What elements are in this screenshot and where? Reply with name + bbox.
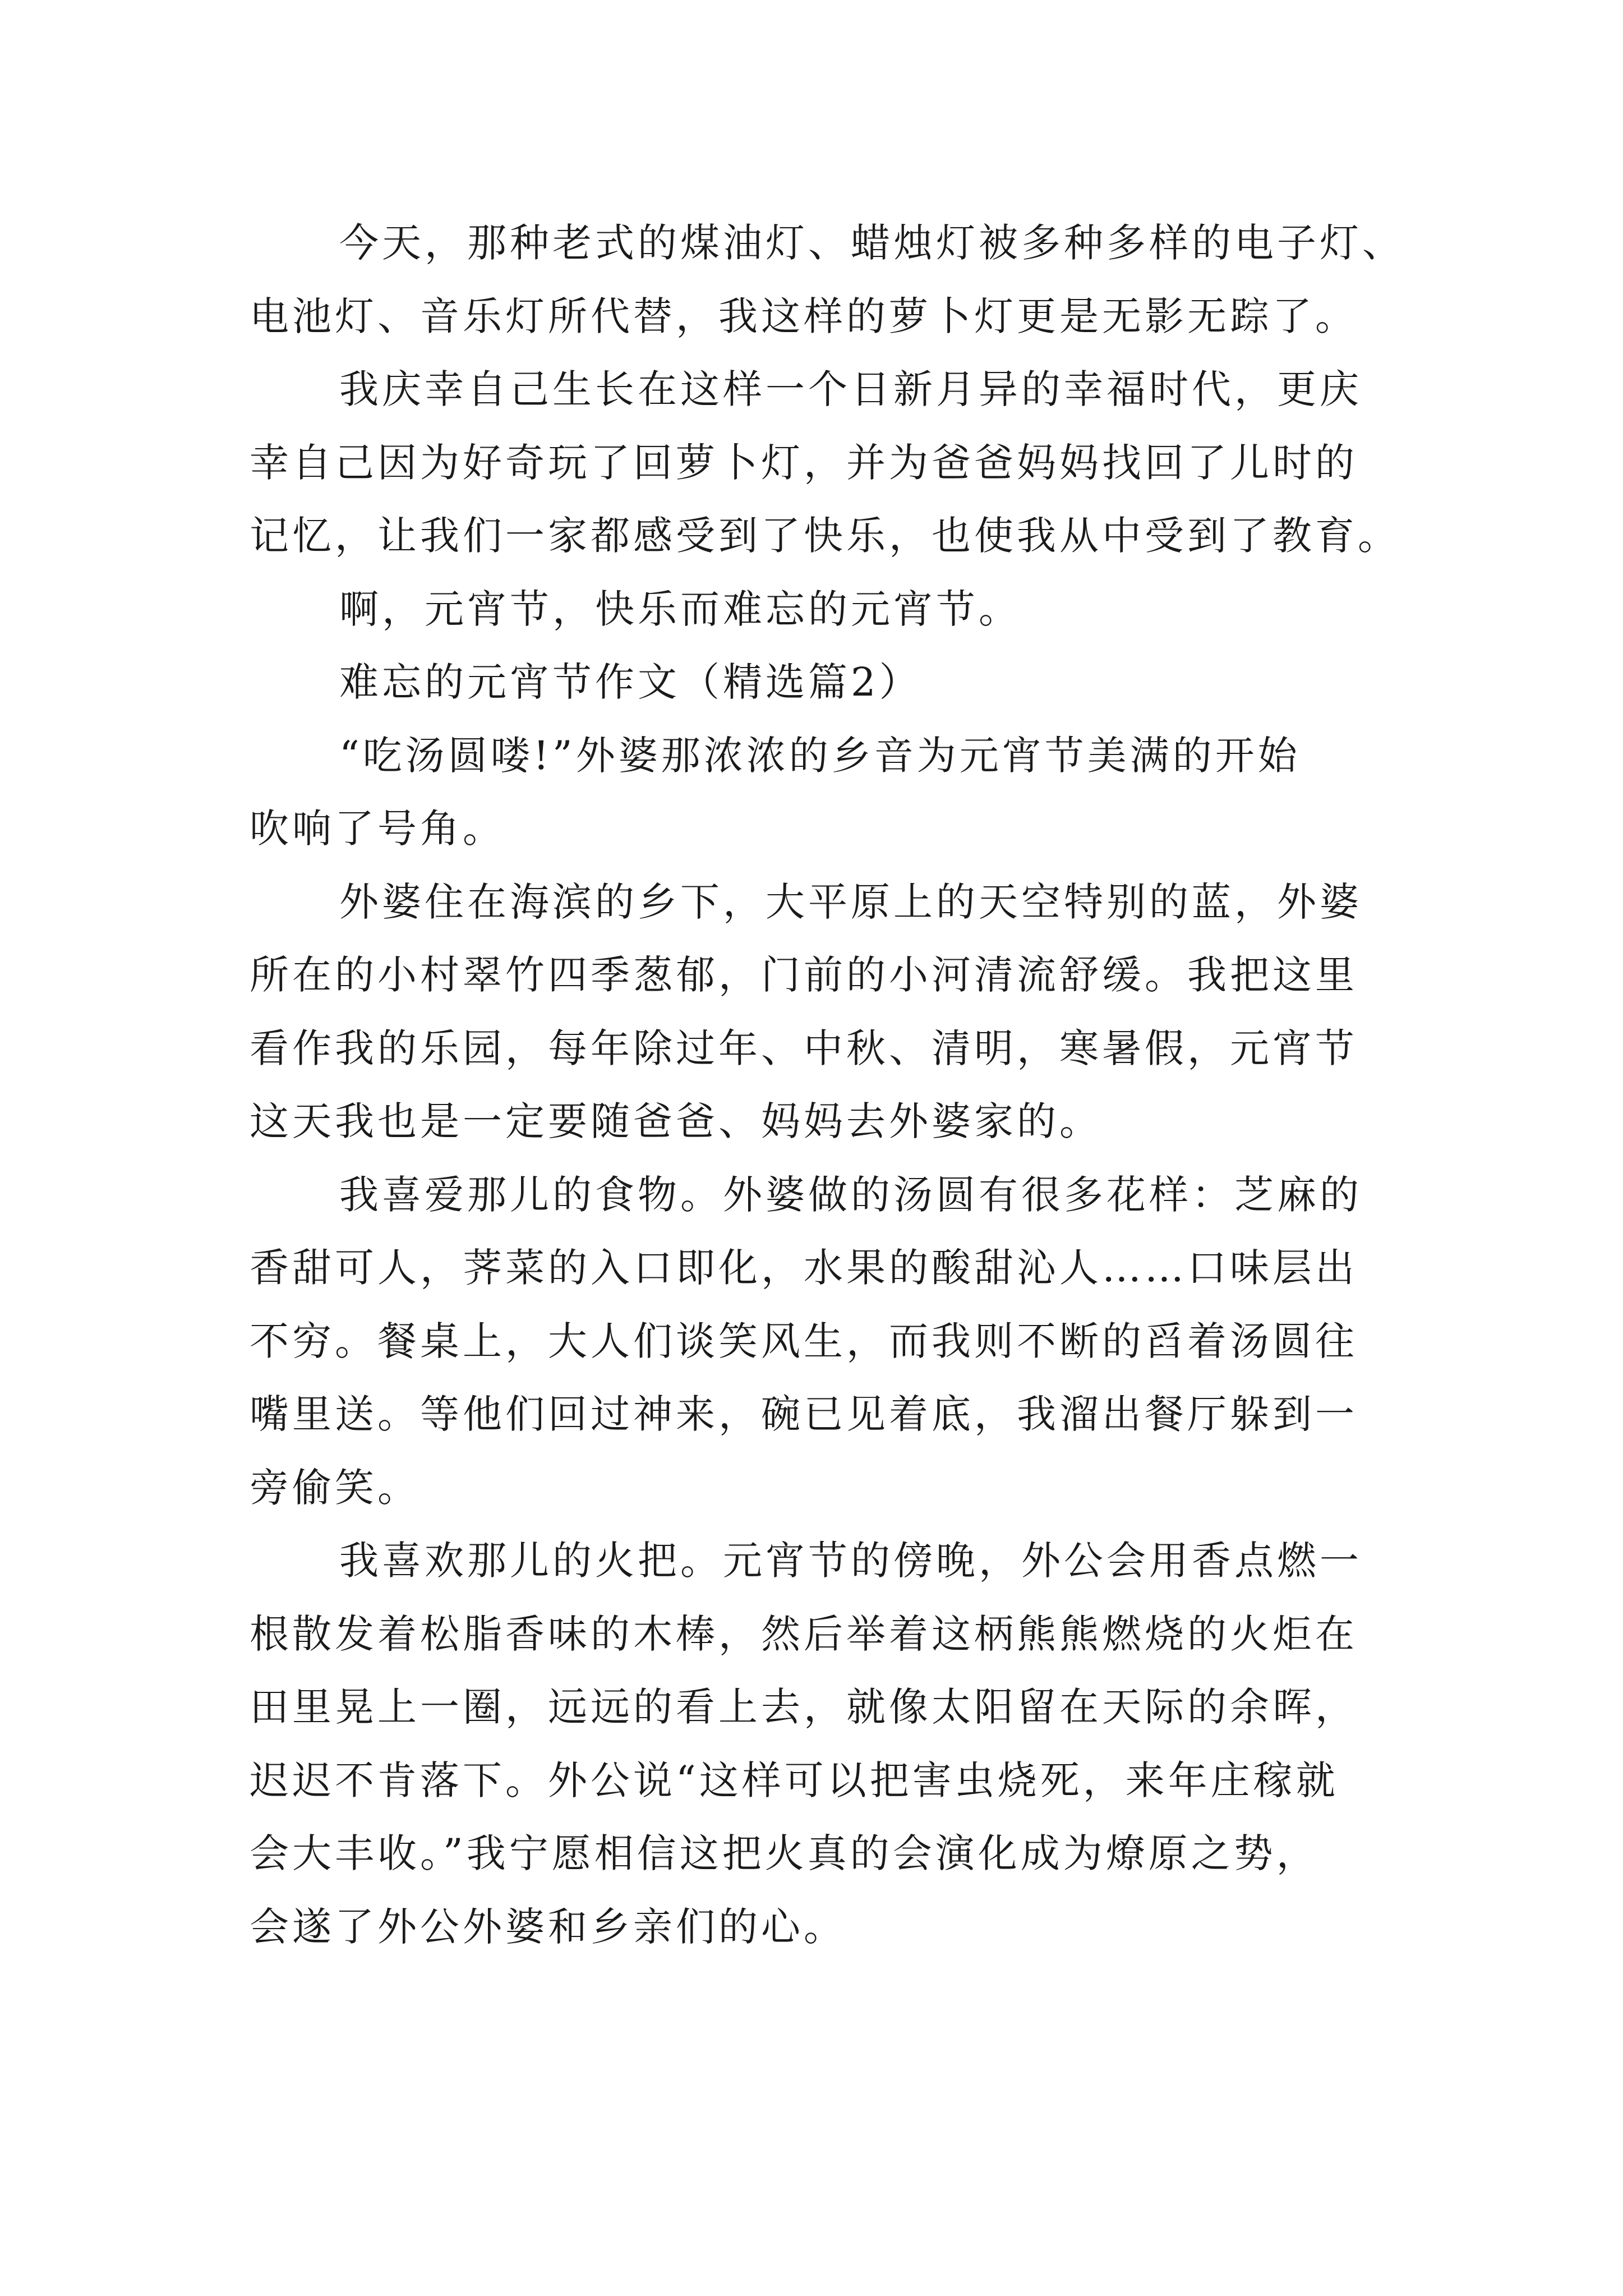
text-line: 迟迟不肯落下。外公说“这样可以把害虫烧死，来年庄稼就 (250, 1757, 1339, 1803)
text-line: 难忘的元宵节作文（精选篇2） (339, 659, 922, 705)
text-line: 我喜欢那儿的火把。元宵节的傍晚，外公会用香点燃一 (339, 1538, 1362, 1584)
text-line: 会大丰收。”我宁愿相信这把火真的会演化成为燎原之势， (250, 1830, 1319, 1876)
text-line: 根散发着松脂香味的木棒，然后举着这柄熊熊燃烧的火炬在 (250, 1611, 1358, 1657)
text-line: 幸自己因为好奇玩了回萝卜灯，并为爸爸妈妈找回了儿时的 (250, 439, 1358, 486)
text-line: 香甜可人，荠菜的入口即化，水果的酸甜沁人……口味层出 (250, 1245, 1358, 1291)
text-line: 会遂了外公外婆和乡亲们的心。 (250, 1903, 846, 1950)
text-line: 电池灯、音乐灯所代替，我这样的萝卜灯更是无影无踪了。 (250, 293, 1358, 339)
text-line: 田里晃上一圈，远远的看上去，就像太阳留在天际的余晖， (250, 1684, 1358, 1730)
text-line: 吹响了号角。 (250, 806, 505, 852)
text-line: 嘴里送。等他们回过神来，碗已见着底，我溜出餐厅躲到一 (250, 1391, 1358, 1437)
text-line: 记忆，让我们一家都感受到了快乐，也使我从中受到了教育。 (250, 513, 1400, 559)
text-line: 啊，元宵节，快乐而难忘的元宵节。 (339, 586, 1021, 632)
text-line: 看作我的乐园，每年除过年、中秋、清明，寒暑假，元宵节 (250, 1025, 1358, 1071)
text-line: 我喜爱那儿的食物。外婆做的汤圆有很多花样：芝麻的 (339, 1171, 1362, 1218)
text-line: 我庆幸自己生长在这样一个日新月异的幸福时代，更庆 (339, 366, 1362, 412)
text-line: 旁偷笑。 (250, 1464, 420, 1511)
text-line: “吃汤圆喽!”外婆那浓浓的乡音为元宵节美满的开始 (339, 732, 1301, 779)
body-text (250, 206, 1405, 1963)
text-line: 不穷。餐桌上，大人们谈笑风生，而我则不断的舀着汤圆往 (250, 1318, 1358, 1364)
text-line: 这天我也是一定要随爸爸、妈妈去外婆家的。 (250, 1098, 1102, 1144)
text-line: 外婆住在海滨的乡下，大平原上的天空特别的蓝，外婆 (339, 878, 1362, 925)
text-line: 所在的小村翠竹四季葱郁，门前的小河清流舒缓。我把这里 (250, 952, 1358, 998)
text-line: 今天，那种老式的煤油灯、蜡烛灯被多种多样的电子灯、 (339, 220, 1405, 266)
